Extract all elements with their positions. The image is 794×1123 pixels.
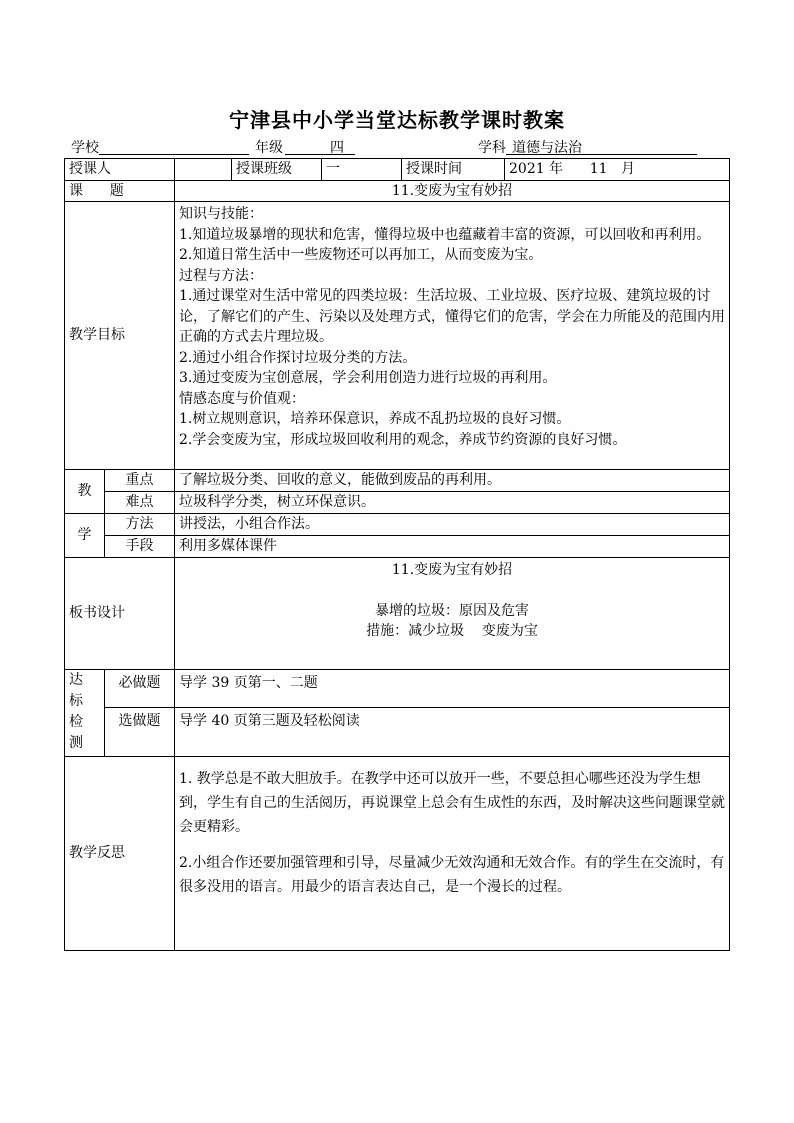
- assessment-label: 达 标 检 测: [65, 670, 105, 757]
- teaching-row-method: [65, 514, 730, 536]
- reflection-label: 教学反思: [65, 757, 175, 951]
- page-title: 宁津县中小学当堂达标教学课时教案: [229, 108, 565, 132]
- subject-value: 道德与法治: [512, 140, 582, 156]
- class-value: 一: [322, 159, 402, 181]
- objectives-content: [175, 202, 730, 470]
- time-value: 2021 年 11 月: [505, 159, 730, 181]
- teaching-item-label: 重点: [105, 470, 175, 492]
- grade-blank: [285, 154, 355, 155]
- objective-line: 1.树立规则意识，培养环保意识，养成不乱扔垃圾的良好习惯。: [179, 411, 571, 427]
- topic-value: 11.变废为宝有妙招: [175, 180, 730, 202]
- teaching-item-value: 垃圾科学分类，树立环保意识。: [175, 492, 730, 514]
- subject-label: 学科: [478, 140, 506, 156]
- objective-line: 1.知道垃圾暴增的现状和危害，懂得垃圾中也蕴藏着丰富的资源，可以回收和再利用。: [179, 226, 711, 243]
- school-label: 学校: [71, 140, 99, 156]
- topic-row: [65, 180, 730, 202]
- info-line: [65, 137, 729, 157]
- reflection-content: [175, 757, 730, 951]
- assessment-row-required: [65, 670, 730, 708]
- teaching-item-value: 了解垃圾分类、回收的意义，能做到废品的再利用。: [175, 470, 730, 492]
- board-line: 措施：减少垃圾 变废为宝: [366, 623, 538, 639]
- teaching-item-value: 利用多媒体课件: [175, 536, 730, 558]
- teacher-label: 授课人: [65, 159, 175, 181]
- objective-line: 过程与方法：: [179, 267, 263, 284]
- teaching-label-top: 教: [65, 470, 105, 514]
- assessment-item-value: 导学 40 页第三题及轻松阅读: [175, 708, 730, 757]
- objectives-label: 教学目标: [65, 202, 175, 470]
- assessment-item-label: 必做题: [105, 670, 175, 708]
- reflection-spacer: [179, 839, 725, 851]
- assessment-item-label: 选做题: [105, 708, 175, 757]
- teacher-row: [65, 159, 730, 181]
- assessment-item-value: 导学 39 页第一、二题: [175, 670, 730, 708]
- teaching-row-means: [65, 536, 730, 558]
- grade-value: 四: [330, 140, 344, 156]
- objective-line: 情感态度与价值观：: [179, 390, 305, 407]
- time-label: 授课时间: [402, 159, 505, 181]
- board-title: 11.变废为宝有妙招: [391, 562, 513, 578]
- objectives-row: [65, 202, 730, 470]
- reflection-row: [65, 757, 730, 951]
- teaching-row-key: [65, 470, 730, 492]
- objective-line: 1.通过课堂对生活中常见的四类垃圾：生活垃圾、工业垃圾、医疗垃圾、建筑垃圾的讨论，了解它们的产生、污染以及处理方式，懂得它们的危害，学会在力所能及的范围内用正确的方式去片理垃圾。: [179, 288, 725, 345]
- lesson-plan-table: [64, 158, 730, 951]
- board-label: 板书设计: [65, 558, 175, 670]
- reflection-paragraph: 1. 教学总是不敢大胆放手。在教学中还可以放开一些，不要总担心哪些还没为学生想到，学生有自己的生活阅历，再说课堂上总会有生成性的东西，及时解决这些问题课堂就会更精彩。: [179, 771, 725, 835]
- school-blank: [99, 154, 249, 155]
- teaching-item-label: 方法: [105, 514, 175, 536]
- teaching-label-bottom: 学: [65, 514, 105, 558]
- assessment-row-optional: [65, 708, 730, 757]
- teaching-item-label: 手段: [105, 536, 175, 558]
- teaching-item-label: 难点: [105, 492, 175, 514]
- board-line: 暴增的垃圾：原因及危害: [375, 602, 529, 619]
- grade-label: 年级: [255, 140, 283, 156]
- topic-label: 课 题: [65, 180, 175, 202]
- class-label: 授课班级: [232, 159, 322, 181]
- teaching-item-value: 讲授法，小组合作法。: [175, 514, 730, 536]
- teaching-row-difficulty: [65, 492, 730, 514]
- objective-line: 3.通过变废为宝创意展，学会利用创造力进行垃圾的再利用。: [179, 370, 557, 386]
- reflection-paragraph: 2.小组合作还要加强管理和引导，尽量减少无效沟通和无效合作。有的学生在交流时，有很多没用的语言。用最少的语言表达自己，是一个漫长的过程。: [179, 855, 725, 895]
- board-spacer: [179, 581, 725, 601]
- board-row: [65, 558, 730, 670]
- objective-line: 2.通过小组合作探讨垃圾分类的方法。: [179, 349, 417, 366]
- objective-line: 2.学会变废为宝，形成垃圾回收利用的观念，养成节约资源的良好习惯。: [179, 431, 627, 448]
- teacher-value: [175, 159, 232, 181]
- board-content: [175, 558, 730, 670]
- objective-line: 2.知道日常生活中一些废物还可以再加工，从而变废为宝。: [179, 247, 543, 263]
- objective-line: 知识与技能：: [179, 206, 263, 222]
